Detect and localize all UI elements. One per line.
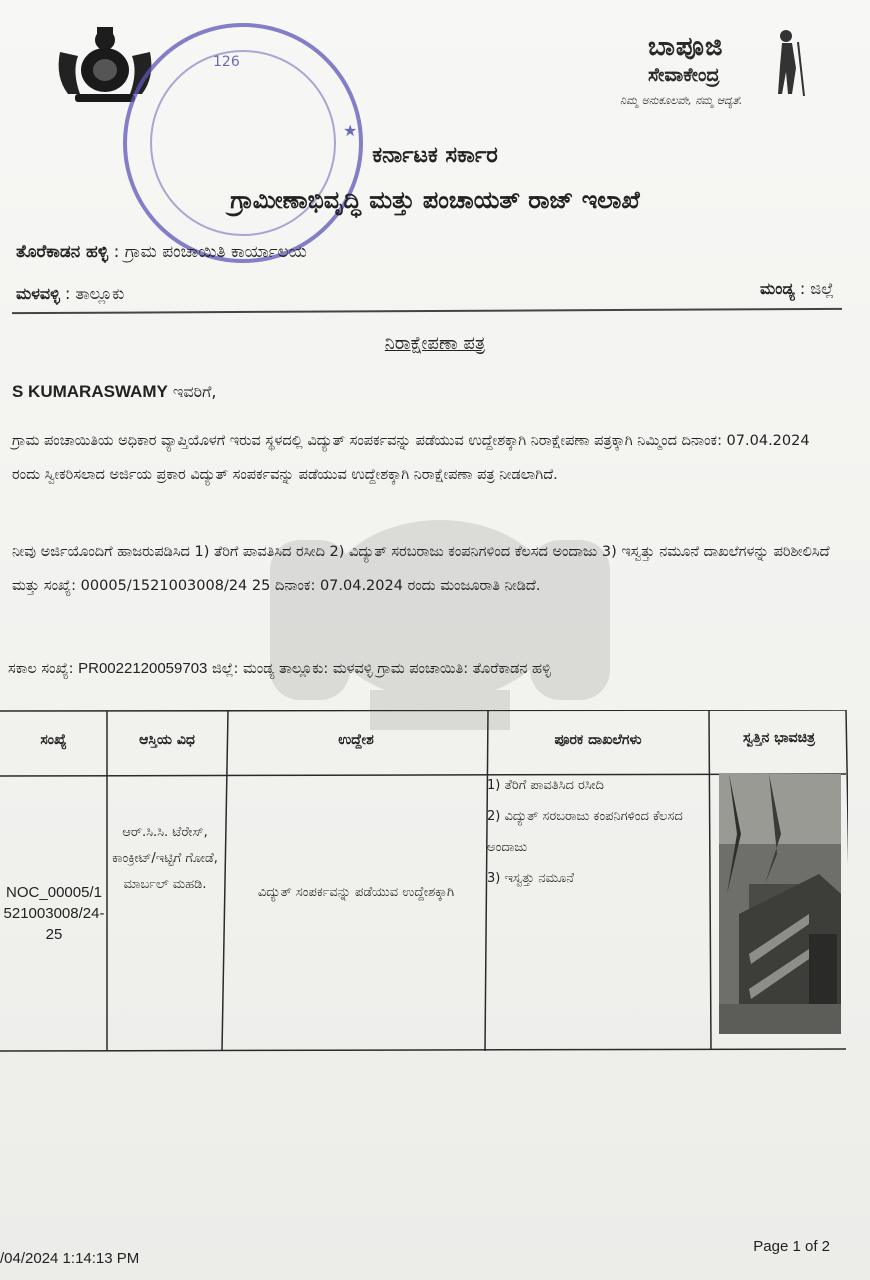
header-supporting-docs: ಪೂರಕ ದಾಖಲೆಗಳು	[554, 732, 642, 748]
brand-tagline: ನಿಮ್ಮ ಅನುಕೂಲವೇ, ನಮ್ಮ ಆದ್ಯತೆ.	[620, 94, 743, 107]
sakala-line	[8, 660, 551, 677]
body-paragraph-1: ಗ್ರಾಮ ಪಂಚಾಯಿತಿಯ ಅಧಿಕಾರ ವ್ಯಾಪ್ತಿಯೊಳಗೆ ಇರುವ ಸ್ಥಳದಲ್ಲಿ ವಿದ್ಯುತ್ ಸಂಪರ್ಕವನ್ನು ಪಡೆಯುವ ಉದ್ದೇಶಕ್ಕಾಗಿ ನಿರಾಕ್ಷೇಪಣಾ ಪತ್ರಕ್ಕಾಗಿ ನಿಮ್ಮಿಂದ ದಿನಾಂಕ: 07.04.2024 ರಂದು ಸ್ವೀಕರಿಸಲಾದ ಅರ್ಜಿಯ ಪ್ರಕಾರ ವಿದ್ಯುತ್ ಸಂಪರ್ಕವನ್ನು ಪಡೆಯುವ ಉದ್ದೇಶಕ್ಕಾಗಿ ನಿರಾಕ್ಷೇಪಣಾ ಪತ್ರ ನೀಡಲಾಗಿದೆ.	[12, 433, 810, 483]
brand-subtitle: ಸೇವಾಕೇಂದ್ರ	[648, 64, 720, 86]
header-property-photo: ಸ್ವತ್ತಿನ ಭಾವಚಿತ್ರ	[742, 730, 816, 746]
village-name: ತೊರೆಕಾಡನ ಹಳ್ಳಿ	[16, 242, 109, 262]
department-title: ಗ್ರಾಮೀಣಾಭಿವೃದ್ಧಿ ಮತ್ತು ಪಂಚಾಯತ್ ರಾಜ್ ಇಲಾಖೆ	[230, 186, 640, 214]
office-label: : ಗ್ರಾಮ ಪಂಚಾಯಿತಿ ಕಾರ್ಯಾಲಯ	[108, 242, 307, 262]
district-name: ಮಂಡ್ಯ	[760, 279, 795, 298]
sakala-label: ಸಕಾಲ ಸಂಖ್ಯೆ:	[8, 661, 79, 677]
document-title: ನಿರಾಕ್ಷೇಪಣಾ ಪತ್ರ	[384, 333, 486, 354]
body-paragraph-2: ನೀವು ಅರ್ಜಿಯೊಂದಿಗೆ ಹಾಜರುಪಡಿಸಿದ 1) ತೆರಿಗೆ ಪಾವತಿಸಿದ ರಸೀದಿ 2) ವಿದ್ಯುತ್ ಸರಬರಾಜು ಕಂಪನಿಗಳಿಂದ ಕೆಲಸದ ಅಂದಾಜು 3) ಇಸ್ವತ್ತು ನಮೂನೆ ದಾಖಲೆಗಳನ್ನು ಪರಿಶೀಲಿಸಿದೆ ಮತ್ತು ಸಂಖ್ಯೆ: 00005/1521003008/24 25 ದಿನಾಂಕ: 07.04.2024 ರಂದು ಮಂಜೂರಾತಿ ನೀಡಿದೆ.	[12, 544, 830, 594]
header-property-type: ಆಸ್ತಿಯ ವಿಧ	[139, 732, 195, 748]
noc-number: NOC_00005/1521003008/24-25	[3, 884, 105, 943]
district-label: : ಜಿಲ್ಲೆ	[794, 279, 834, 298]
property-type-value: ಆರ್.ಸಿ.ಸಿ. ಟೆರೇಸ್, ಕಾಂಕ್ರೀಟ್/ಇಟ್ಟಿಗೆ ಗೋಡೆ, ಮಾರ್ಬಲ್ ಮಹಡಿ.	[112, 825, 218, 892]
addressee-salutation: ಇವರಿಗೆ,	[167, 382, 217, 401]
gandhi-figure-icon	[762, 28, 814, 98]
page-indicator: Page 1 of 2	[753, 1238, 830, 1255]
sakala-location: ಜಿಲ್ಲೆ: ಮಂಡ್ಯ ತಾಲ್ಲೂಕು: ಮಳವಳ್ಳಿ ಗ್ರಾಮ ಪಂಚಾಯಿತಿ: ತೊರೆಕಾಡನ ಹಳ್ಳಿ	[207, 661, 551, 677]
doc-item: 2) ವಿದ್ಯುತ್ ಸರಬರಾಜು ಕಂಪನಿಗಳಿಂದ ಕೆಲಸದ ಅಂದಾಜು	[487, 809, 683, 855]
header-purpose: ಉದ್ದೇಶ	[338, 732, 374, 748]
supporting-docs-list	[487, 770, 707, 894]
state-emblem-watermark	[250, 480, 630, 740]
brand-block	[612, 26, 822, 116]
header-number: ಸಂಖ್ಯೆ	[40, 732, 67, 748]
svg-text:★: ★	[343, 121, 358, 140]
district-line	[760, 279, 834, 299]
panchayat-office-line	[16, 242, 307, 262]
seal-number: 126	[213, 54, 240, 70]
taluk-name: ಮಳವಳ್ಳಿ	[16, 284, 60, 303]
taluk-label: : ತಾಲ್ಲೂಕು	[59, 284, 125, 303]
doc-item: 3) ಇಸ್ವತ್ತು ನಮೂನೆ	[487, 871, 575, 886]
doc-item: 1) ತೆರಿಗೆ ಪಾವತಿಸಿದ ರಸೀದಿ	[487, 778, 604, 793]
header-divider	[12, 308, 842, 314]
government-title: ಕರ್ನಾಟಕ ಸರ್ಕಾರ	[372, 143, 498, 168]
addressee-line	[12, 382, 216, 402]
sakala-number: PR0022120059703	[78, 660, 208, 677]
addressee-name: S KUMARASWAMY	[12, 382, 168, 401]
property-photo	[719, 774, 841, 1034]
brand-name: ಬಾಪೂಜಿ	[648, 32, 724, 62]
print-timestamp: /04/2024 1:14:13 PM	[0, 1250, 140, 1267]
purpose-value: ವಿದ್ಯುತ್ ಸಂಪರ್ಕವನ್ನು ಪಡೆಯುವ ಉದ್ದೇಶಕ್ಕಾಗಿ	[257, 885, 455, 900]
taluk-line	[16, 284, 124, 304]
